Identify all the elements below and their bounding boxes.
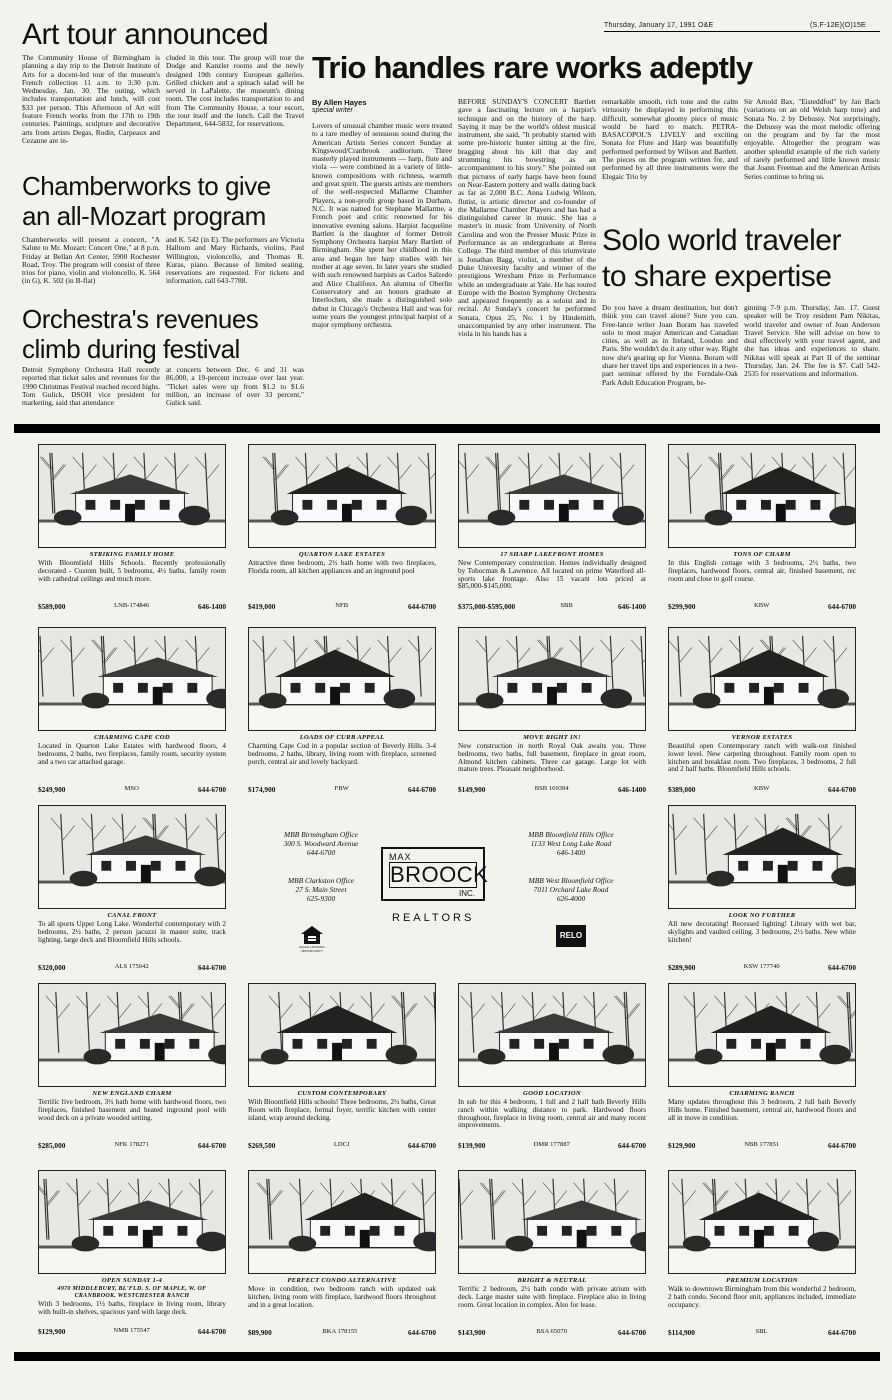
listing-code: DMR 177887 (533, 1141, 570, 1148)
relo-logo (556, 925, 586, 947)
listing-code: SBB (560, 602, 573, 609)
listing-code: BSA 65070 (536, 1328, 567, 1335)
listing-price-row (458, 602, 646, 611)
listing-price-row (38, 1327, 226, 1336)
office-west-bloomfield-phone: 626-4000 (556, 894, 586, 903)
listing-description: With Bloomfield Hills Schools. Recently professionally decorated - Custom built, 5 bedrooms, 4½ baths, family room with cathedral ceilings and much more. (38, 560, 226, 583)
listing-title: TONS OF CHARM (733, 551, 791, 558)
office-bloomfield-hills-address: 1133 West Long Lake Road (530, 839, 612, 848)
listing-price: $143,900 (458, 1328, 486, 1337)
listing-photo (248, 983, 436, 1087)
chamberworks-col1: Chamberworks will present a concert, "A Salute to Mr. Mozart: Concert One," at 8 p.m. Friday at Bellan Art Center, 5900 Rochester Road, Troy. The program will consist of three trios for piano, violin and violoncello, K. 564 (in G), K. 502 (in B-flat) (22, 236, 160, 286)
listing-code: ALS 175042 (114, 963, 149, 970)
relo-logo-text: RELO (559, 931, 583, 940)
solo-headline-1: Solo world traveler (602, 224, 841, 257)
logo-inc-text: INC. (459, 889, 475, 898)
listing-title: QUARTON LAKE ESTATES (298, 551, 386, 558)
listing-title: PERFECT CONDO ALTERNATIVE (287, 1277, 397, 1284)
section-divider-bar (14, 424, 880, 433)
trio-byline-role: special writer (312, 107, 353, 114)
listing-title: BRIGHT & NEUTRAL (517, 1277, 587, 1284)
listing-code: LDCJ (333, 1141, 350, 1148)
listing-phone: 644-6700 (408, 602, 436, 611)
listing-photo (38, 1170, 226, 1274)
listing-title: OPEN SUNDAY 1-4 (101, 1277, 163, 1284)
bottom-bar (14, 1352, 880, 1361)
listing-phone: 644-6700 (828, 1328, 856, 1337)
listing-price-row (38, 963, 226, 972)
listing-title: NEW ENGLAND CHARM (92, 1090, 172, 1097)
listing-code: KSW 177740 (743, 963, 780, 970)
orchestra-headline-2: climb during festival (22, 334, 240, 364)
listing-price: $589,000 (38, 602, 66, 611)
page-date-line: Thursday, January 17, 1991 O&E (604, 22, 714, 29)
max-broock-logo (381, 847, 489, 901)
listing-description: To all sports Upper Long Lake. Wonderful contemporary with 2 bedrooms, 2½ baths, 2 person jacuzzi in master suite, track lighting, large deck and Bloomfield Hills schools. (38, 921, 226, 944)
chamberworks-col2: and K. 542 (in E). The performers are Victoria Halltom and Mary Richards, violins, Paul Willington, violoncello, and Thomas R. Kuras, piano. Because of limited seating, reservations are requested. For tickets and information, call 643-7788. (166, 236, 304, 286)
listing-photo (38, 805, 226, 909)
solo-headline-2: to share expertise (602, 260, 832, 293)
listing-photo (458, 1170, 646, 1274)
listing-phone: 644-6700 (408, 1141, 436, 1150)
page-section-code: (S,F-12E)(O)15E (810, 22, 866, 29)
office-bloomfield-hills-phone: 646-1400 (556, 848, 586, 857)
listing-price: $269,500 (248, 1141, 276, 1150)
listing-description: Attractive three bedroom, 2½ bath home with two fireplaces, Florida room, all kitchen appliances and an inground pool (248, 560, 436, 575)
orchestra-col2: at concerts between Dec. 6 and 31 was 86,000, a 19-percent increase over last year. "Ticket sales were up from $1.2 to $1.6 million, an increase of over 33 percent," Gulick said. (166, 366, 304, 408)
listing-phone: 644-6700 (198, 785, 226, 794)
listing-code: BSB 169394 (534, 785, 569, 792)
listing-code: FBW (334, 785, 349, 792)
listing-title: CHARMING CAPE COD (94, 734, 170, 741)
listing-price: $389,000 (668, 785, 696, 794)
listing-phone: 644-6700 (618, 1141, 646, 1150)
listing-phone: 644-6700 (408, 785, 436, 794)
listing-price-row (668, 602, 856, 611)
listing-price: $419,000 (248, 602, 276, 611)
listing-price: $174,900 (248, 785, 276, 794)
equal-housing-icon (300, 925, 324, 945)
listing-photo (248, 1170, 436, 1274)
listing-photo (248, 627, 436, 731)
listing-code: LNB-174846 (114, 602, 150, 609)
listing-photo (668, 983, 856, 1087)
listing-description: Beautiful open Contemporary ranch with walk-out finished lower level. New carpeting throughout. Family room open to kitchen and breakfast room. Two fireplaces, 3 bedrooms, 2 full and 2 half baths. Bloomfield Hills schools. (668, 743, 856, 774)
listing-phone: 644-6700 (198, 1327, 226, 1336)
listing-price-row (248, 1328, 436, 1337)
listing-description: New construction in north Royal Oak awaits you. Three bedrooms, two baths, full basement, fireplace in great room, Almond kitchen cabinets. Three car garage. Large lot with mature trees. Pleasant neighborhood. (458, 743, 646, 774)
listing-code: NBB 177851 (744, 1141, 780, 1148)
office-birmingham-phone: 644-6700 (306, 848, 336, 857)
listing-description: Charming Cape Cod in a popular section of Beverly Hills. 3-4 bedrooms, 2 baths, library, living room with fireplace, screened porch, central air and lovely backyard. (248, 743, 436, 766)
listing-description: In this English cottage with 3 bedrooms, 2½ baths, two fireplaces, hardwood floors, central air, finished basement, rec room and close to golf course. (668, 560, 856, 583)
office-bloomfield-hills-name: MBB Bloomfield Hills Office (528, 830, 614, 839)
listing-phone: 646-1400 (198, 602, 226, 611)
solo-col1: Do you have a dream destination, but don't think you can travel alone? Sure you can. Free-lance writer Joan Boram has traveled solo to most major American and Canadian cities, as well as in Ireland, London and Paris. She wouldn't do it any other way. Right now she's gearing up for Vienna. Boram will share her travel tips and experiences in a two-part seminar offered by the Ferndale-Oak Park Adult Education Program, be- (602, 304, 738, 387)
realtors-wordmark: REALTORS (392, 912, 475, 924)
listing-photo (668, 1170, 856, 1274)
listing-price: $299,900 (668, 602, 696, 611)
listing-code: KBW (754, 785, 770, 792)
listing-phone: 644-6700 (828, 1141, 856, 1150)
listing-price: $114,900 (668, 1328, 695, 1337)
listing-phone: 644-6700 (618, 1328, 646, 1337)
office-west-bloomfield-name: MBB West Bloomfield Office (528, 876, 614, 885)
listing-price-row (668, 1328, 856, 1337)
listing-description: Many updates throughout this 3 bedroom, 2 full bath Beverly Hills home. Finished basement, central air, hardwood floors and all in move in condition. (668, 1099, 856, 1122)
listing-price-row (38, 1141, 226, 1150)
listing-description: With 3 bedrooms, 1½ baths, fireplace in living room, library with built-in shelves, spacious yard with large deck. (38, 1301, 226, 1316)
office-clarkston-phone: 625-9300 (306, 894, 336, 903)
listing-price: $249,900 (38, 785, 66, 794)
listing-phone: 644-6700 (828, 785, 856, 794)
listing-price: $139,900 (458, 1141, 486, 1150)
listing-phone: 644-6700 (198, 963, 226, 972)
listing-title: 17 SHARP LAKEFRONT HOMES (500, 551, 604, 558)
listing-title: CHARMING RANCH (729, 1090, 795, 1097)
listing-price-row (38, 785, 226, 794)
listing-phone: 646-1400 (618, 785, 646, 794)
listing-price-row (248, 602, 436, 611)
listing-code: SBL (755, 1328, 768, 1335)
listing-title: LOADS OF CURB APPEAL (299, 734, 385, 741)
listing-photo (458, 627, 646, 731)
listing-title: VERNOR ESTATES (731, 734, 793, 741)
listing-description: All new decorating! Recessed lighting! Library with wet bar, skylights and vaulted ceiling. 3 bedrooms, 2½ baths. New white kitchen! (668, 921, 856, 944)
listing-description: Terrific five bedroom, 3½ bath home with hardwood floors, two fireplaces, finished basement and heated inground pool with wood deck on a private wooded setting. (38, 1099, 226, 1122)
listing-code: BKA 178155 (322, 1328, 358, 1335)
listing-price-row (458, 1328, 646, 1337)
listing-title: MOVE RIGHT IN! (523, 734, 581, 741)
listing-code: NFB (335, 602, 349, 609)
listing-price-row (458, 1141, 646, 1150)
art-tour-headline: Art tour announced (22, 18, 269, 51)
listing-code: NMB 175547 (113, 1327, 150, 1334)
art-tour-col2: cluded in this tour. The group will tour the Dodge and Kanzler rooms and the newly designed 19th century European galleries. Grilled chicken and a spinach salad will be served in LaPalette, the museum's dining room. The cost includes transportation to and from The Community House, a tour escort, the tour itself and the lunch. Call the Travel Department, 644-5832, for reservations. (166, 54, 304, 129)
listing-photo (38, 983, 226, 1087)
listing-photo (248, 444, 436, 548)
equal-housing-label: EQUAL HOUSING OPPORTUNITY (299, 945, 325, 953)
listing-photo (38, 444, 226, 548)
top-rule (604, 31, 880, 32)
listing-phone: 646-1400 (618, 602, 646, 611)
listing-phone: 644-6700 (828, 963, 856, 972)
listing-code: NFK 178271 (114, 1141, 149, 1148)
office-clarkston-address: 27 S. Main Street (295, 885, 347, 894)
listing-phone: 644-6700 (828, 602, 856, 611)
listing-price: $89,900 (248, 1328, 272, 1337)
listing-code: KBW (754, 602, 770, 609)
art-tour-col1: The Community House of Birmingham is planning a day trip to the Detroit Institute of Arts for a docent-led tour of the museum's French collection 11 a.m. to 3:30 p.m. Wednesday, Jan. 30. The outing, which includes transportation and lunch, will cost $33 per person. This Afternoon of Art will feature French works from the 17th to 19th centuries. Paintings, sculpture and decorative arts from artists Degas, Rodin, Carpeaux and Cezanne are in- (22, 54, 160, 145)
listing-price: $320,000 (38, 963, 66, 972)
chamberworks-headline-1: Chamberworks to give (22, 171, 271, 201)
listing-price: $149,900 (458, 785, 486, 794)
listing-subtitle: 4970 MIDDLEBURY, BL'FLD. S. OF MAPLE, W. OF CRANBROOK. WESTCHESTER RANCH (57, 1286, 207, 1299)
listing-description: Walk to downtown Birmingham from this wonderful 2 bedroom, 2 bath condo. Second floor unit, appliances included, immediate occupancy. (668, 1286, 856, 1309)
solo-col2: ginning 7-9 p.m. Thursday, Jan. 17. Guest speaker will be Troy resident Pam Nikitas, world traveler and owner of Joan Anderson Travel Service. She will advise on how to deal effectively with your travel agent, and she has ideas and experiences to share. Nikitas will speak at Part II of the seminar Thursday, Jan. 24. The fee is $7. Call 542-2535 for reservations and information. (744, 304, 880, 379)
listing-price-row (668, 963, 856, 972)
listing-description: With Bloomfield Hills schools! Three bedrooms, 2½ baths, Great Room with fireplace, formal foyer, terrific kitchen with center island, wrap around decking. (248, 1099, 436, 1122)
listing-photo (38, 627, 226, 731)
listing-title: STRIKING FAMILY HOME (89, 551, 175, 558)
orchestra-col1: Detroit Symphony Orchestra Hall recently reported that ticket sales and revenues for the 1990 Christmas Festival reached record highs. Tom Gulick, DSOH vice president for marketing, said that attendance (22, 366, 160, 408)
listing-description: New Contemporary construction. Homes individually designed by Tobocman & Lawrence. All located on prime Waterford all-sports lake frontage. Also 15 vacant lots priced at $85,000-$145,000. (458, 560, 646, 591)
listing-price-row (668, 1141, 856, 1150)
trio-headline: Trio handles rare works adeptly (312, 50, 753, 85)
office-west-bloomfield (486, 876, 656, 903)
office-birmingham-address: 300 S. Woodward Avenue (283, 839, 359, 848)
listing-photo (458, 983, 646, 1087)
listing-phone: 644-6700 (198, 1141, 226, 1150)
listing-price: $129,900 (668, 1141, 696, 1150)
logo-broock-text: BROOCK (390, 862, 489, 887)
listing-description: Located in Quarton Lake Estates with hardwood floors, 4 bedrooms, 2 baths, two fireplaces, family room, security system and a two car attached garage. (38, 743, 226, 766)
listing-description: Terrific 2 bedroom, 2½ bath condo with private atrium with deck. Large master suite with fireplace. Fireplace also in living room. Great location in complex. Also for lease. (458, 1286, 646, 1309)
listing-price-row (248, 1141, 436, 1150)
chamberworks-headline-2: an all-Mozart program (22, 201, 266, 231)
listing-price: $285,000 (38, 1141, 66, 1150)
trio-col3: remarkable smooth, rich tone and the calm virtuosity he displayed in performing this difficult, somewhat gloomy piece of music would be hard to match. PETRA-BASACOPOL'S LIVELY and exciting Sonata for Flute and Harp was beautifully performed performed by Wilson and Bartlett. The pieces on the program written for, and performed by all three instruments were the Elegaic Trio by (602, 98, 738, 181)
listing-photo (668, 627, 856, 731)
listing-code: MSO (124, 785, 139, 792)
listing-title: GOOD LOCATION (523, 1090, 581, 1097)
listing-description: Move in condition, two bedroom ranch with updated oak kitchen, living room with fireplace, hardwood floors throughout and in a great location. (248, 1286, 436, 1309)
listing-price-row (458, 785, 646, 794)
listing-price: $129,900 (38, 1327, 66, 1336)
trio-col2: BEFORE SUNDAY'S CONCERT Bartlett gave a fascinating lecture on a harpist's technique and on the history of the harp. Saying it may be the world's oldest musical instrument, she said, "It probably started with some pre-historic hunter sitting at the fire, bragging about his kill that day and strumming his bowstring as an accompaniment to his story." She pointed out that pictures of early harps have been found on Near-Eastern pottery and walls dating back as far as 2,000 B.C. Anna Ludwig Wilson, flutist, is artistic director and co-founder of the Mallarme Chamber Players and has had a distinguished career in music. She has a master's in music from University of North Carolina and won the Presser Music Prize in Performance as an undergraduate at Berea College. The third member of this triumvirate is Jonathan Bagg, violist, a member of the Duke University faculty and winner of the prestigious Wrexham Prize in Performance while an undergraduate at Yale. He has toured Europe with the Boston Symphony Orchestra and appeared frequently as a soloist and in recital. At Sunday's concert he performed Sonata, Opus 25, No. 1 by Hindemith, unaccompanied by any other instrument. The viola in his hands has a (458, 98, 596, 339)
office-west-bloomfield-address: 7011 Orchard Lake Road (533, 885, 609, 894)
office-bloomfield-hills (486, 830, 656, 857)
listing-title: CUSTOM CONTEMPORARY (297, 1090, 387, 1097)
listing-phone: 644-6700 (408, 1328, 436, 1337)
listing-price: $289,900 (668, 963, 696, 972)
listing-price: $375,000-$595,000 (458, 602, 516, 611)
orchestra-headline-1: Orchestra's revenues (22, 304, 259, 334)
listing-title: CANAL FRONT (107, 912, 157, 919)
trio-col1: Lovers of unusual chamber music were treated to a rare medley of sensuous sound during the American Artists Series concert Sunday at Kingswood/Cranbrook auditorium. Three masterly played instruments — harp, flute and viola — were combined in a variety of little-known compositions with richness, warmth and great spirit. The guests artists are members of the well-respected Mallarme Chamber Players, a non-profit group based in Durham, N.C. It was named for Stephane Mallarme, a French poet and critic renowned for his innovative evening salons. Harpist Jacqueline Bartlett is the daughter of former Detroit Symphony Orchestra harpist Mary Bartlett of Birmingham. She spent her childhood in this area and began her harp studies with her mother at age seven. In later years she studied with such renowned harpists as Carlos Salzedo and Alice Chalifoux. An alumna of Oberlin Conservatory and an honors graduate at Interlochen, she made a distinguished solo debut in Chicago's Orchestra Hall and was for some years the youngest principal harpist of a major symphony orchestra. (312, 122, 452, 330)
listing-title: PREMIUM LOCATION (726, 1277, 798, 1284)
logo-max-text: MAX (389, 852, 412, 862)
listing-price-row (38, 602, 226, 611)
office-clarkston-name: MBB Clarkston Office (287, 876, 355, 885)
office-birmingham-name: MBB Birmingham Office (284, 830, 358, 839)
listing-photo (668, 444, 856, 548)
listing-description: In sub for this 4 bedroom, 1 full and 2 half bath Beverly Hills ranch within walking distance to park. Hardwood floors throughout, fireplace in living room, central air and many recent improvements. (458, 1099, 646, 1130)
listing-photo (458, 444, 646, 548)
listing-title: LOOK NO FURTHER (728, 912, 796, 919)
trio-col4: Sir Arnold Bax, "Eisteddfod" by Jan Bach (variations on an old Welsh harp tune) and Sonata No. 2 by Debussy. Not surprisingly, the Debussy was the most melodic offering on the program and by far the most enjoyable. Altogether the program was another splendid example of the rich variety of rarely performed and little known music that Joann Freeman and the American Artists Series continue to bring us. (744, 98, 880, 181)
listing-price-row (248, 785, 436, 794)
trio-byline: By Allen Hayes (312, 98, 367, 107)
listing-photo (668, 805, 856, 909)
listing-price-row (668, 785, 856, 794)
